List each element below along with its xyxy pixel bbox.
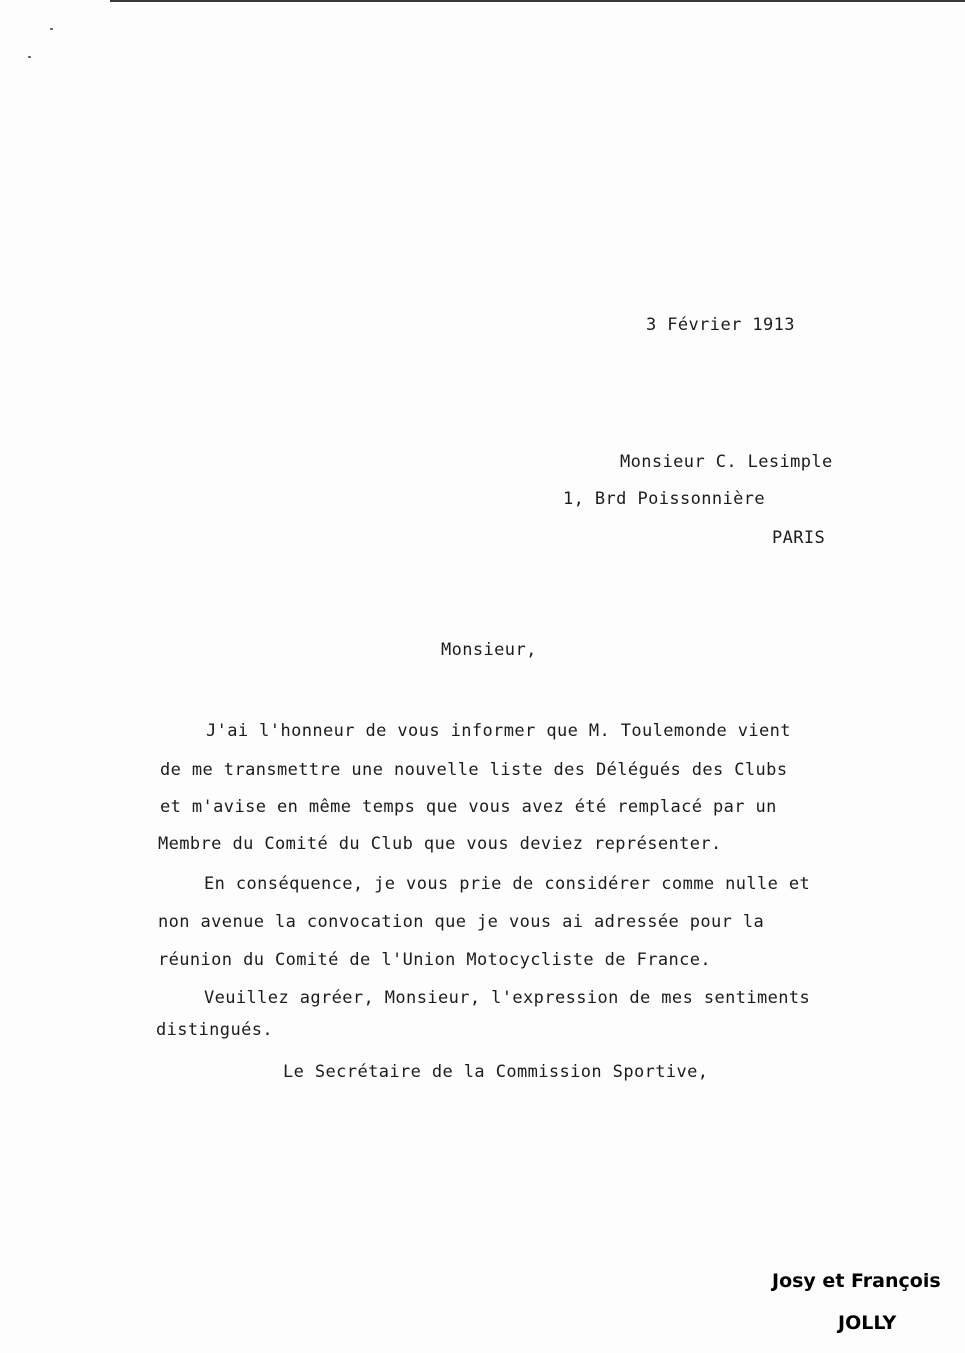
paragraph-line: Veuillez agréer, Monsieur, l'expression de mes sentiments: [204, 988, 811, 1008]
recipient-name: Monsieur C. Lesimple: [620, 452, 833, 472]
paragraph-line: En conséquence, je vous prie de considérer comme nulle et: [204, 874, 811, 894]
paragraph-line: non avenue la convocation que je vous ai adressée pour la: [158, 912, 765, 932]
paragraph-line: Membre du Comité du Club que vous deviez représenter.: [158, 834, 722, 854]
paragraph-line: et m'avise en même temps que vous avez été remplacé par un: [160, 797, 777, 817]
letter-date: 3 Février 1913: [646, 315, 795, 335]
paragraph-line: J'ai l'honneur de vous informer que M. Toulemonde vient: [206, 721, 791, 741]
recipient-city: PARIS: [772, 528, 826, 548]
paragraph-line: réunion du Comité de l'Union Motocycliste de France.: [158, 950, 712, 970]
scan-speck: [50, 28, 53, 30]
credit-names: Josy et François: [772, 1270, 941, 1292]
paragraph-line: distingués.: [156, 1020, 273, 1040]
salutation: Monsieur,: [441, 640, 537, 660]
paragraph-line: de me transmettre une nouvelle liste des Délégués des Clubs: [160, 760, 788, 780]
closing-line: Le Secrétaire de la Commission Sportive,: [283, 1062, 709, 1082]
scan-edge-line: [110, 0, 965, 2]
credit-surname: JOLLY: [838, 1312, 897, 1334]
scan-speck: [28, 56, 31, 58]
recipient-street: 1, Brd Poissonnière: [563, 489, 766, 509]
